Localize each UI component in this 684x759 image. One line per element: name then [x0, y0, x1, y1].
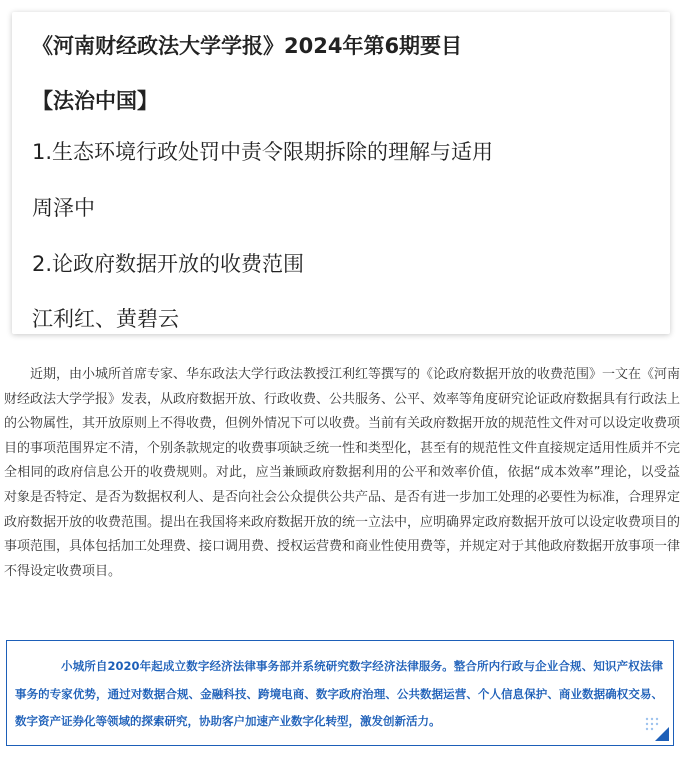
article-summary-paragraph: 近期，由小城所首席专家、华东政法大学行政法教授江利红等撰写的《论政府数据开放的收费范围》一文在《河南财经政法大学学报》发表，从政府数据开放、行政收费、公共服务、公平、效率等角度研究论证政府数据具有行政法上的公物属性，其开放原则上不得收费，但例外情况下可以收费。当前有关政府数据开放的规范性文件对可以设定收费项目的事项范围界定不清，个别条款规定的收费事项缺乏统一性和类型化，甚至有的规范性文件直接规定适用性质并不完全相同的政府信息公开的收费规则。对此，应当兼顾政府数据利用的公平和效率价值，依据“成本效率”理论，以受益对象是否特定、是否为数据权利人、是否向社会公众提供公共产品、是否有进一步加工处理的必要性为标准，合理界定政府数据开放的收费范围。提出在我国将来政府数据开放的统一立法中，应明确界定政府数据开放可以设定收费项目的事项范围，具体包括加工处理费、接口调用费、授权运营费和商业性使用费等，并规定对于其他政府数据开放事项一律不得设定收费项目。 — [4, 367, 681, 579]
corner-dots-icon — [643, 715, 669, 741]
article-author-1: 周泽中 — [32, 196, 95, 220]
journal-contents-card — [12, 12, 670, 334]
firm-notice-box — [6, 640, 674, 746]
article-title-2: 2.论政府数据开放的收费范围 — [32, 252, 305, 276]
firm-notice-text: 小城所自2020年起成立数字经济法律事务部并系统研究数字经济法律服务。整合所内行政与企业合规、知识产权法律事务的专家优势，通过对数据合规、金融科技、跨境电商、数字政府治理、公共数据运营、个人信息保护、商业数据确权交易、数字资产证券化等领域的探索研究，协助客户加速产业数字化转型，激发创新活力。 — [15, 659, 663, 728]
article-title-1: 1.生态环境行政处罚中责令限期拆除的理解与适用 — [32, 140, 494, 164]
section-heading: 【法治中国】 — [32, 89, 158, 113]
journal-issue-title: 《河南财经政法大学学报》2024年第6期要目 — [32, 34, 463, 58]
article-author-2: 江利红、黄碧云 — [32, 307, 179, 331]
